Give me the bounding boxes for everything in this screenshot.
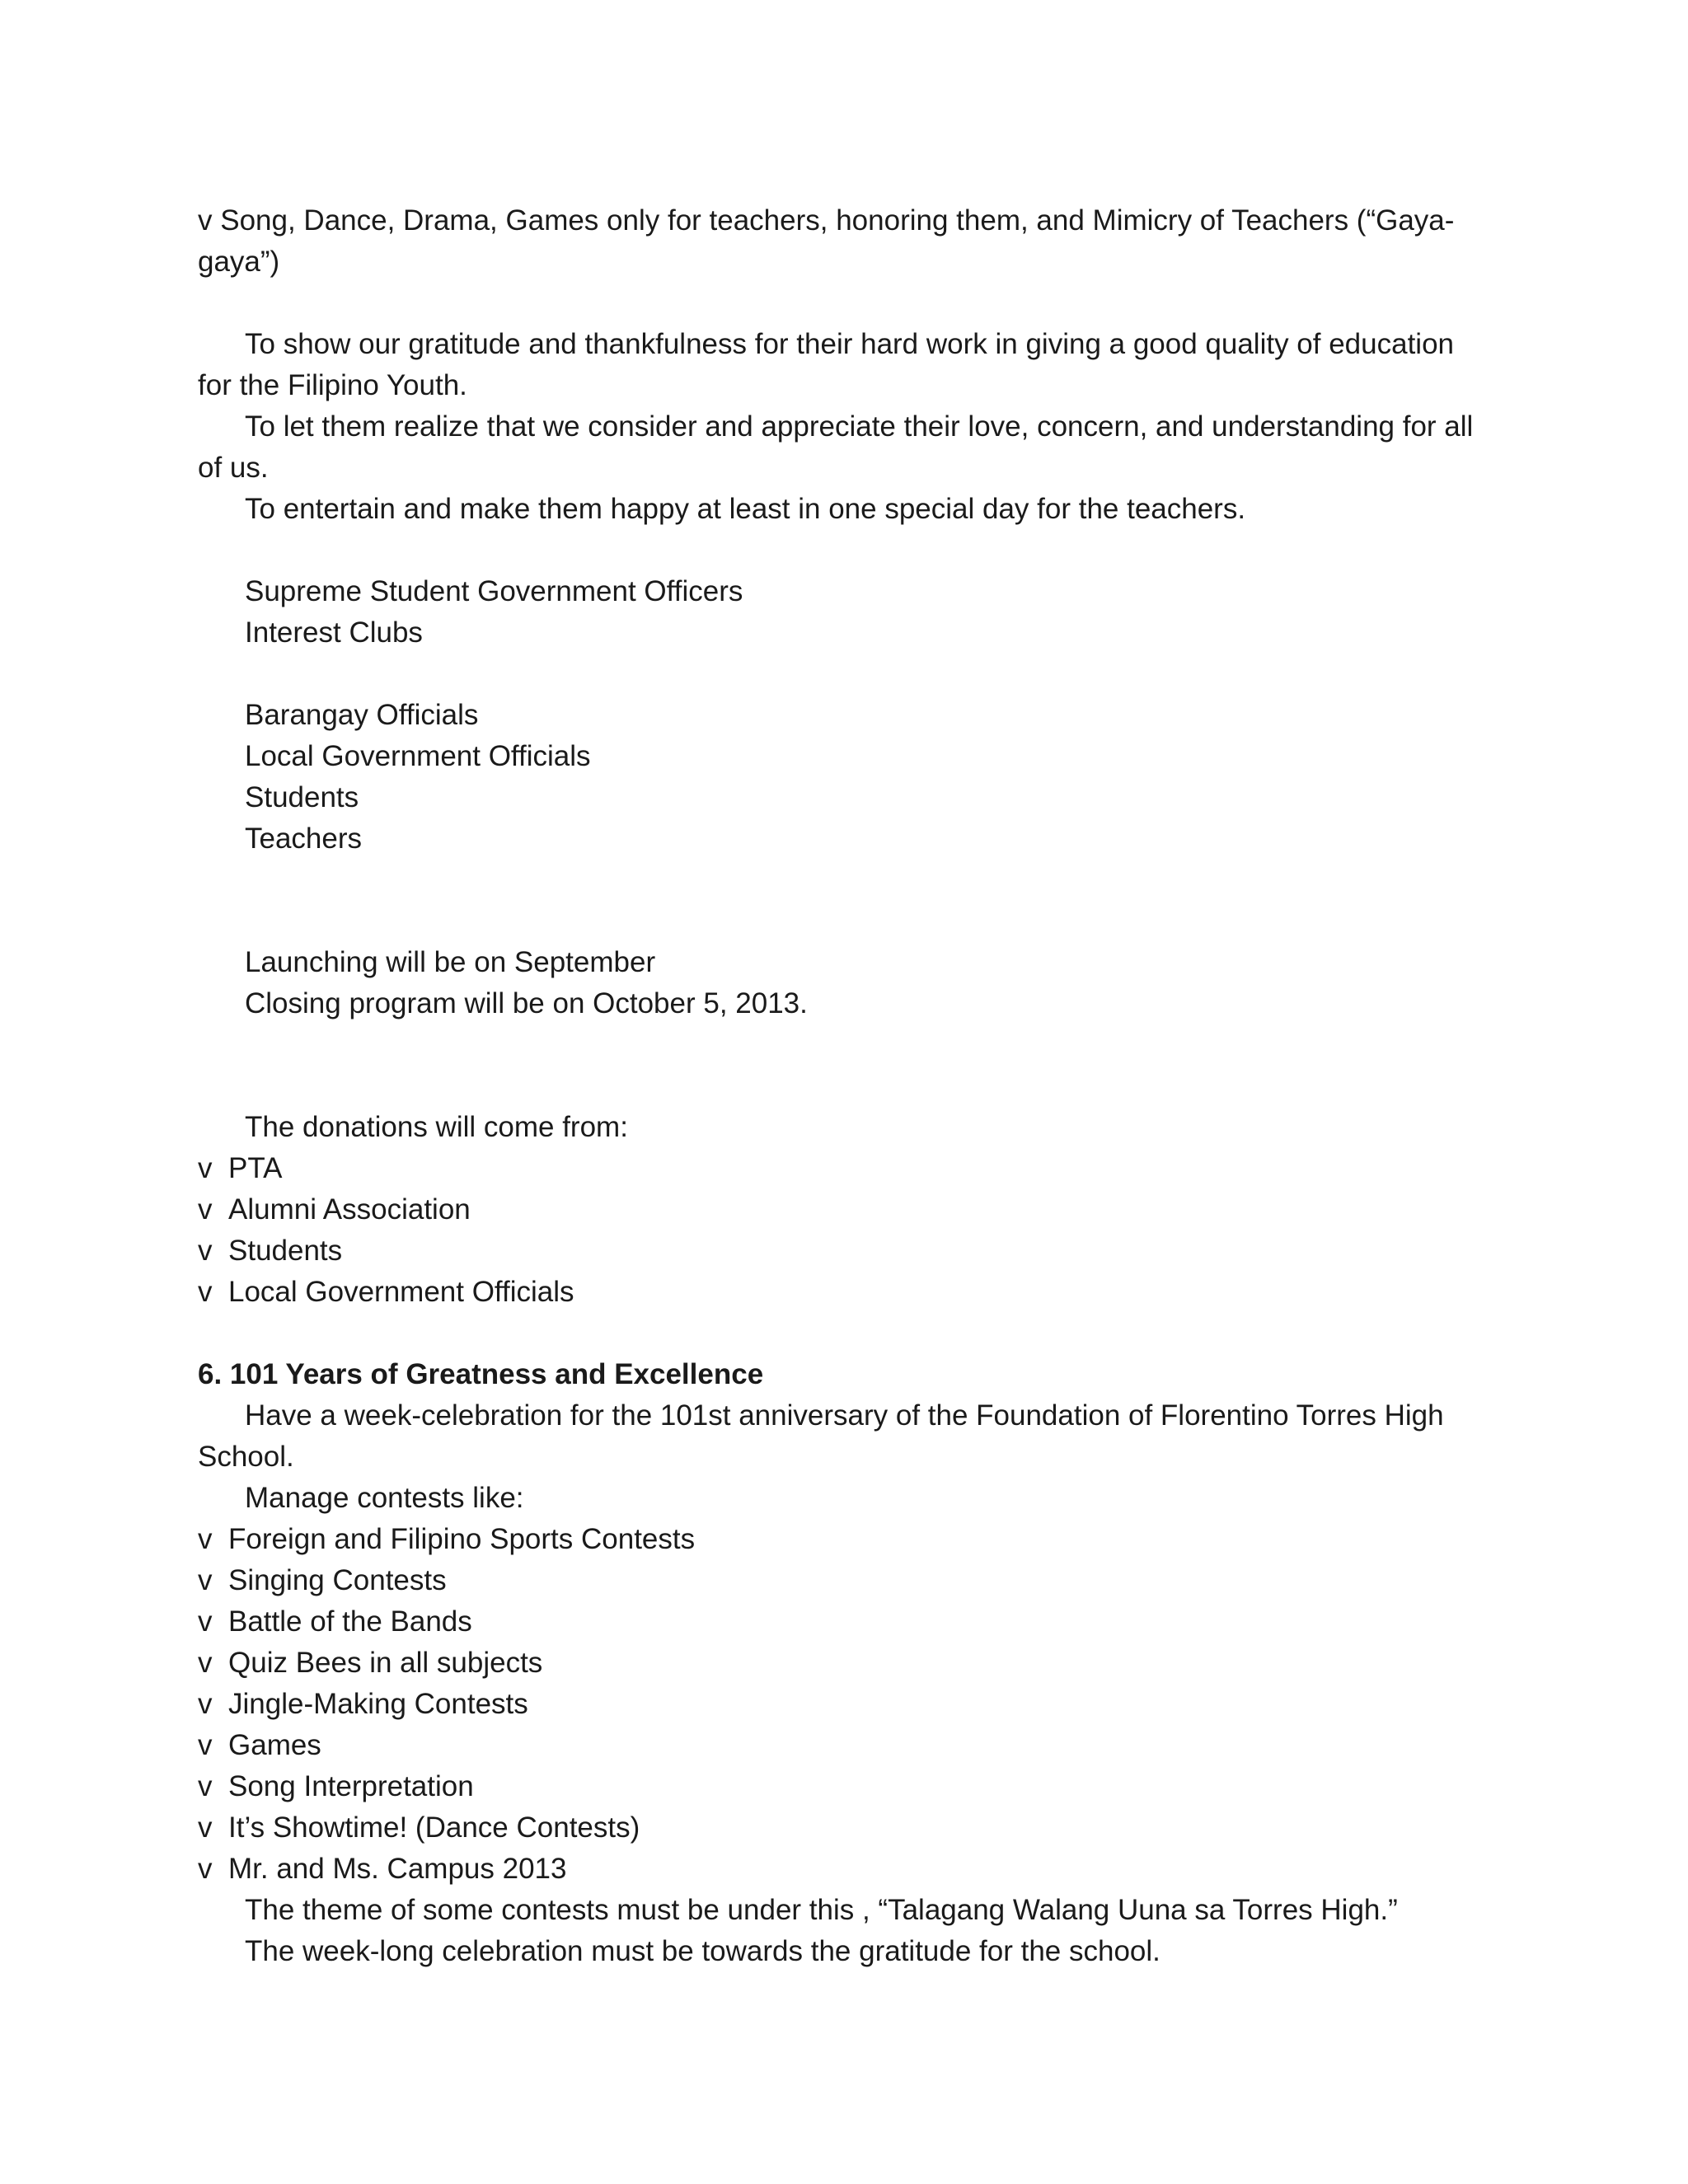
contest-item-label: Games bbox=[228, 1729, 321, 1761]
organizer-item: Supreme Student Government Officers bbox=[245, 575, 743, 607]
bullet-marker: v bbox=[198, 1193, 213, 1226]
objective-line: To entertain and make them happy at least in one special day for the teachers. bbox=[245, 493, 1246, 525]
bullet-marker: v bbox=[198, 1152, 213, 1184]
bullet-marker: v bbox=[198, 1605, 213, 1638]
contest-item-label: Battle of the Bands bbox=[228, 1605, 472, 1638]
intro-line: v Song, Dance, Drama, Games only for teachers, honoring them, and Mimicry of Teachers (“Gaya- bbox=[198, 204, 1455, 237]
donation-item-label: PTA bbox=[228, 1152, 283, 1184]
participant-item: Teachers bbox=[245, 823, 363, 855]
bullet-marker: v bbox=[198, 1688, 213, 1720]
contest-item bbox=[198, 1810, 640, 1846]
schedule-line: Closing program will be on October 5, 2013. bbox=[245, 987, 808, 1019]
contest-item bbox=[198, 1521, 695, 1558]
bullet-marker: v bbox=[198, 1523, 213, 1555]
objective-line: of us. bbox=[198, 452, 269, 484]
bullet-marker: v bbox=[198, 1647, 213, 1679]
schedule-line: Launching will be on September bbox=[245, 946, 656, 978]
section-paragraph-line: School. bbox=[198, 1441, 294, 1473]
section-heading: 6. 101 Years of Greatness and Excellence bbox=[198, 1358, 764, 1390]
contest-item-label: Quiz Bees in all subjects bbox=[228, 1647, 543, 1679]
participant-item: Local Government Officials bbox=[245, 740, 591, 772]
bullet-marker: v bbox=[198, 1853, 213, 1885]
bullet-marker: v bbox=[198, 1564, 213, 1596]
section-paragraph-line: Have a week-celebration for the 101st anniversary of the Foundation of Florentino Torres High bbox=[245, 1399, 1444, 1432]
donation-item bbox=[198, 1192, 471, 1228]
closing-line: The week-long celebration must be towards the gratitude for the school. bbox=[245, 1935, 1160, 1967]
objective-line: for the Filipino Youth. bbox=[198, 369, 467, 401]
donation-item-label: Alumni Association bbox=[228, 1193, 471, 1226]
organizer-item: Interest Clubs bbox=[245, 616, 423, 649]
donation-item bbox=[198, 1151, 282, 1187]
contest-item-label: Singing Contests bbox=[228, 1564, 447, 1596]
donation-item-label: Students bbox=[228, 1235, 343, 1267]
contest-item bbox=[198, 1686, 528, 1722]
participant-item: Students bbox=[245, 781, 359, 813]
contest-item bbox=[198, 1563, 447, 1599]
contests-intro: Manage contests like: bbox=[245, 1482, 524, 1514]
donation-item-label: Local Government Officials bbox=[228, 1276, 574, 1308]
contest-item bbox=[198, 1604, 472, 1640]
contest-item bbox=[198, 1727, 321, 1764]
contest-item bbox=[198, 1851, 566, 1887]
contest-item-label: Foreign and Filipino Sports Contests bbox=[228, 1523, 696, 1555]
bullet-marker: v bbox=[198, 1729, 213, 1761]
contest-item bbox=[198, 1645, 542, 1681]
contest-item-label: Song Interpretation bbox=[228, 1770, 474, 1802]
donation-item bbox=[198, 1233, 342, 1269]
bullet-marker: v bbox=[198, 1811, 213, 1844]
bullet-marker: v bbox=[198, 1235, 213, 1267]
contest-item-label: Jingle-Making Contests bbox=[228, 1688, 528, 1720]
bullet-marker: v bbox=[198, 1276, 213, 1308]
objective-line: To let them realize that we consider and appreciate their love, concern, and understanding for all bbox=[245, 410, 1474, 443]
contest-item bbox=[198, 1769, 474, 1805]
objective-line: To show our gratitude and thankfulness for their hard work in giving a good quality of education bbox=[245, 328, 1455, 360]
theme-line: The theme of some contests must be under this , “Talagang Walang Uuna sa Torres High.” bbox=[245, 1894, 1398, 1926]
intro-line: gaya”) bbox=[198, 246, 280, 278]
contest-item-label: It’s Showtime! (Dance Contests) bbox=[228, 1811, 640, 1844]
participant-item: Barangay Officials bbox=[245, 699, 479, 731]
donations-intro: The donations will come from: bbox=[245, 1111, 628, 1143]
donation-item bbox=[198, 1274, 574, 1310]
bullet-marker: v bbox=[198, 1770, 213, 1802]
contest-item-label: Mr. and Ms. Campus 2013 bbox=[228, 1853, 567, 1885]
